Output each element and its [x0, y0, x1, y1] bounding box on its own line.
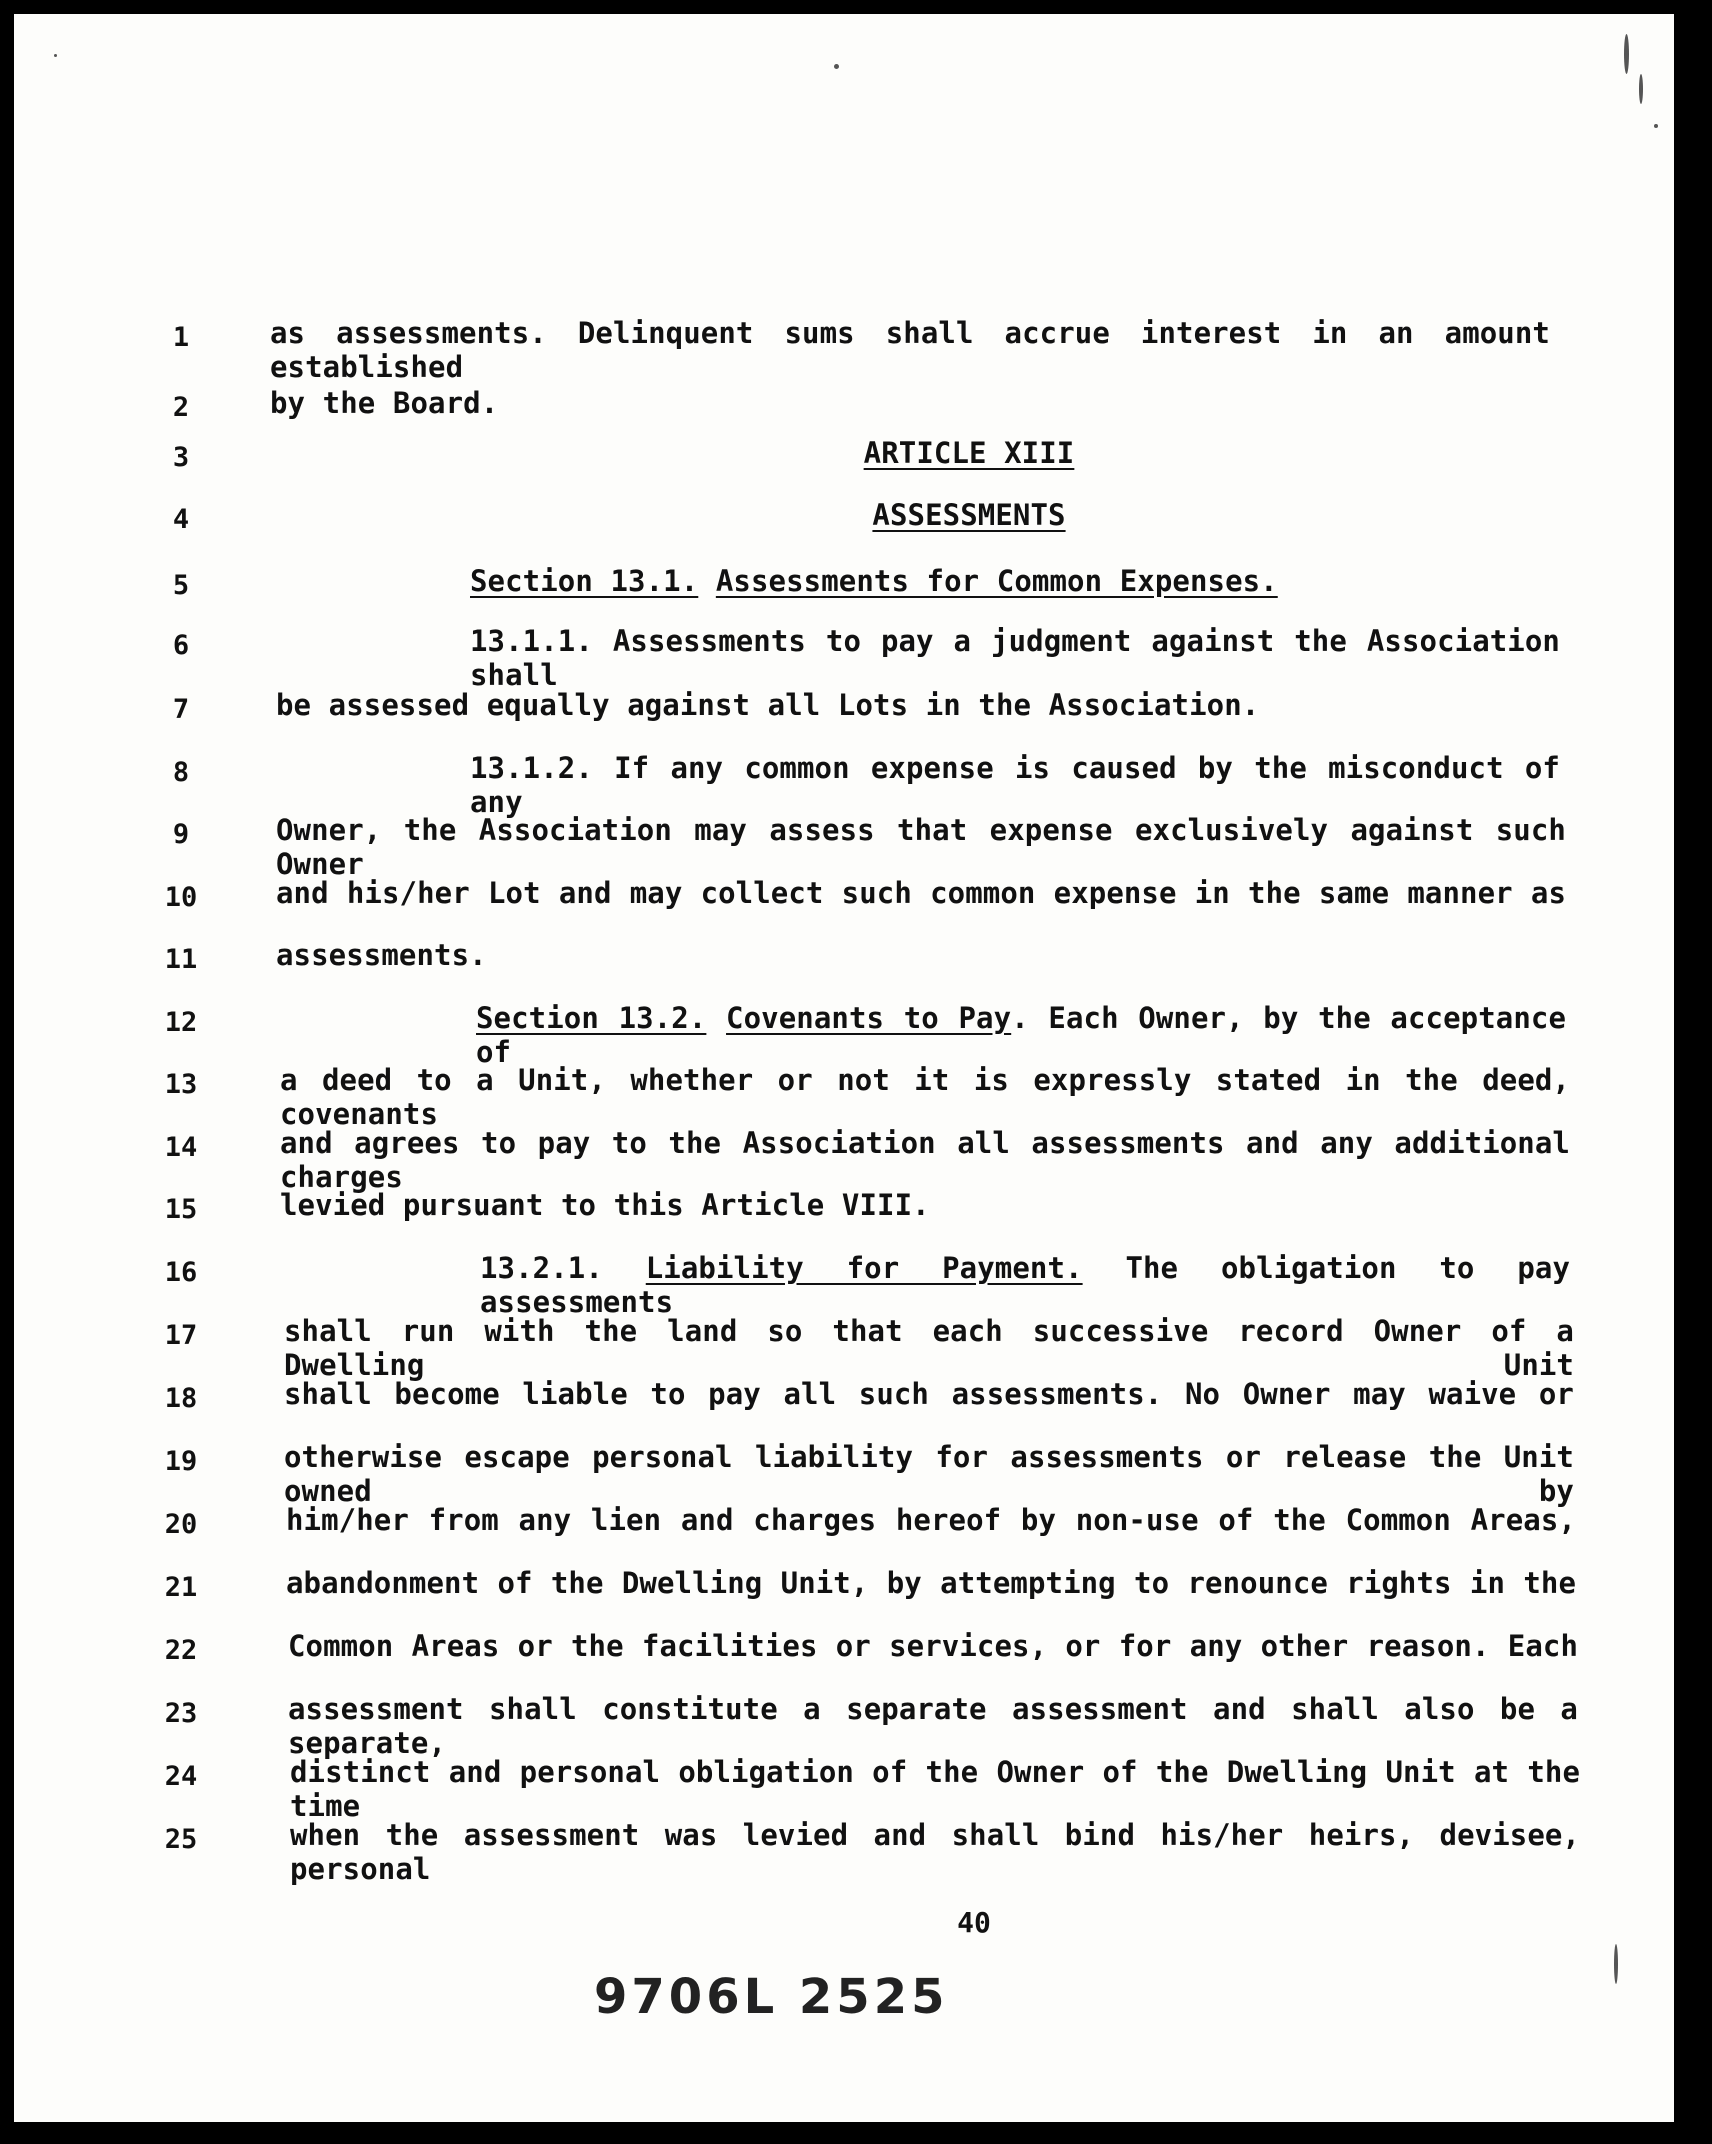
line-number: 21: [164, 1572, 198, 1603]
text-run: levied pursuant to this Article VIII.: [280, 1188, 930, 1222]
line-number: 24: [164, 1761, 198, 1792]
line-number: 12: [164, 1007, 198, 1038]
text-run: be assessed equally against all Lots in the Association.: [276, 688, 1260, 722]
line-number: 7: [172, 694, 190, 725]
line-text: [280, 1188, 930, 1222]
line-text: [14, 498, 1674, 532]
line-text: [284, 1314, 1574, 1382]
text-run: as assessments. Delinquent sums shall accrue interest in an amount established: [270, 316, 1550, 384]
line-number: 25: [164, 1824, 198, 1855]
text-run: and agrees to pay to the Association all assessments and any additional charges: [280, 1126, 1570, 1194]
text-run: 13.2.1.: [480, 1251, 646, 1285]
line-number: 13: [164, 1069, 198, 1100]
text-run: assessments.: [276, 938, 487, 972]
line-number: 2: [172, 392, 190, 423]
text-run: [706, 1001, 726, 1035]
text-run: . Each Owner, by the acceptance of: [476, 1001, 1567, 1069]
line-text: [480, 1251, 1570, 1319]
text-line: [14, 1438, 1674, 1508]
text-line: [14, 1690, 1674, 1760]
line-number: 17: [164, 1320, 198, 1351]
text-line: [14, 811, 1674, 881]
text-line: [14, 1816, 1674, 1886]
line-text: [286, 1503, 1576, 1537]
document-id-stamp: 9706L 2525: [594, 1969, 949, 2025]
line-text: [280, 1126, 1570, 1194]
text-run: Owner, the Association may assess that expense exclusively against such Owner: [276, 813, 1566, 881]
text-run: shall become liable to pay all such assessments. No Owner may waive or: [284, 1377, 1574, 1411]
underlined-text: Section 13.2.: [476, 1001, 707, 1035]
line-text: [288, 1692, 1578, 1760]
text-line: [14, 999, 1674, 1069]
text-line: [14, 936, 1674, 996]
line-text: [284, 1377, 1574, 1411]
text-run: otherwise escape personal liability for assessments or release the Unit owned by: [284, 1440, 1574, 1508]
text-run: 13.1.2. If any common expense is caused by the misconduct of any: [470, 751, 1560, 819]
text-run: shall run with the land so that each successive record Owner of a Dwelling Unit: [284, 1314, 1574, 1382]
text-run: by the Board.: [270, 386, 499, 420]
text-line: [14, 1627, 1674, 1687]
text-line: [14, 496, 1674, 556]
text-line: [14, 1124, 1674, 1194]
underlined-text: Section 13.1.: [470, 564, 699, 598]
underlined-text: ARTICLE XIII: [863, 436, 1075, 470]
text-line: [14, 1249, 1674, 1319]
underlined-text: ASSESSMENTS: [872, 498, 1066, 532]
underlined-text: Covenants to Pay: [726, 1001, 1012, 1035]
line-text: [290, 1755, 1580, 1823]
text-run: distinct and personal obligation of the Owner of the Dwelling Unit at the time: [290, 1755, 1580, 1823]
line-number: 3: [172, 442, 190, 473]
line-number: 16: [164, 1257, 198, 1288]
text-line: [14, 1061, 1674, 1131]
page-number: 40: [957, 1906, 991, 1939]
text-line: [14, 562, 1674, 622]
line-number: 6: [172, 630, 190, 661]
line-number: 5: [172, 570, 190, 601]
line-text: [470, 564, 1278, 598]
line-text: [276, 813, 1566, 881]
line-text: [276, 688, 1259, 722]
text-run: [698, 564, 716, 598]
line-text: [270, 386, 498, 420]
line-number: 15: [164, 1194, 198, 1225]
text-line: [14, 1186, 1674, 1246]
line-text: [476, 1001, 1566, 1069]
line-number: 22: [164, 1635, 198, 1666]
text-line: [14, 314, 1674, 384]
line-number: 19: [164, 1446, 198, 1477]
line-number: 8: [172, 757, 190, 788]
line-text: [276, 876, 1566, 910]
line-number: 11: [164, 944, 198, 975]
text-line: [14, 1564, 1674, 1624]
line-text: [280, 1063, 1570, 1131]
text-line: [14, 622, 1674, 692]
line-text: [270, 316, 1550, 384]
text-line: [14, 1375, 1674, 1435]
text-line: [14, 686, 1674, 746]
line-number: 20: [164, 1509, 198, 1540]
line-number: 4: [172, 504, 190, 535]
line-text: [286, 1566, 1576, 1600]
line-number: 1: [172, 322, 190, 353]
text-line: [14, 749, 1674, 819]
document-page: [14, 14, 1674, 2122]
text-run: when the assessment was levied and shall bind his/her heirs, devisee, personal: [290, 1818, 1580, 1886]
line-text: [290, 1818, 1580, 1886]
line-number: 23: [164, 1698, 198, 1729]
text-run: assessment shall constitute a separate assessment and shall also be a separate,: [288, 1692, 1578, 1760]
line-text: [284, 1440, 1574, 1508]
line-text: [470, 624, 1560, 692]
line-text: [470, 751, 1560, 819]
line-number: 18: [164, 1383, 198, 1414]
text-line: [14, 1312, 1674, 1382]
line-number: 14: [164, 1132, 198, 1163]
text-run: 13.1.1. Assessments to pay a judgment against the Association shall: [470, 624, 1560, 692]
line-text: [276, 938, 487, 972]
text-run: and his/her Lot and may collect such common expense in the same manner as: [276, 876, 1566, 910]
text-run: abandonment of the Dwelling Unit, by attempting to renounce rights in the: [286, 1566, 1576, 1600]
line-text: [14, 436, 1674, 470]
line-text: [288, 1629, 1578, 1663]
text-run: Common Areas or the facilities or services, or for any other reason. Each: [288, 1629, 1578, 1663]
text-run: The obligation to pay assessments: [480, 1251, 1570, 1319]
line-number: 10: [164, 882, 198, 913]
text-run: him/her from any lien and charges hereof by non-use of the Common Areas,: [286, 1503, 1576, 1537]
text-line: [14, 874, 1674, 934]
underlined-text: Liability for Payment.: [645, 1251, 1083, 1285]
line-number: 9: [172, 819, 190, 850]
text-line: [14, 1501, 1674, 1561]
underlined-text: Assessments for Common Expenses.: [715, 564, 1278, 598]
text-run: a deed to a Unit, whether or not it is expressly stated in the deed, covenants: [280, 1063, 1570, 1131]
text-line: [14, 1753, 1674, 1823]
text-line: [14, 434, 1674, 494]
